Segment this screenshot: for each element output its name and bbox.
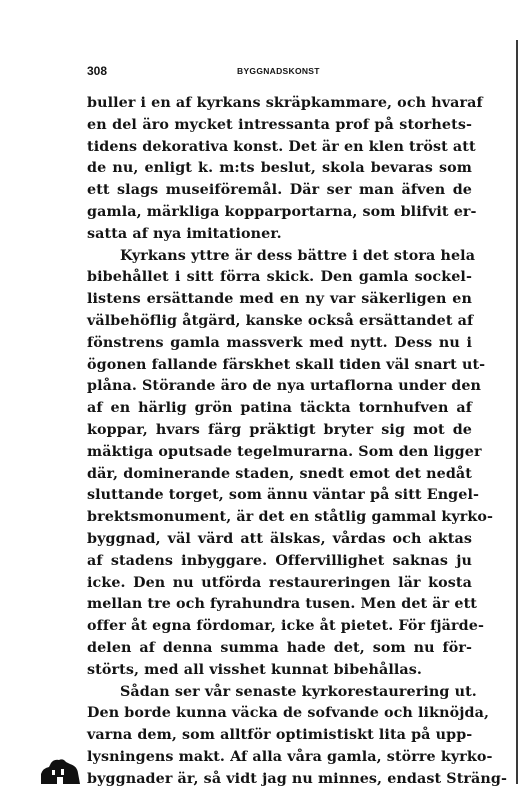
text-line: byggnader är, så vidt jag nu minnes, endast Sträng- <box>87 770 508 787</box>
text-line: ögonen fallande färskhet skall tiden väl snart ut- <box>87 356 486 373</box>
text-line: en del äro mycket intressanta prof på storhets- <box>87 116 472 133</box>
text-line: de nu, enligt k. m:ts beslut, skola bevaras som <box>87 160 472 177</box>
text-line: koppar, hvars färg präktigt bryter sig mot de <box>87 421 472 438</box>
text-line: mellan tre och fyrahundra tusen. Men det är ett <box>87 596 477 613</box>
text-line: af en härlig grön patina täckta tornhufven af <box>87 400 472 417</box>
text-line: gamla, märkliga kopparportarna, som blifvit er- <box>87 203 477 220</box>
text-line: brektsmonument, är det en ståtlig gammal kyrko- <box>87 509 494 526</box>
text-line: mäktiga oputsade tegelmurarna. Som den ligger <box>87 443 482 460</box>
running-head: BYGGNADSKONST <box>237 66 320 76</box>
text-line: af stadens inbyggare. Offervillighet saknas ju <box>87 552 472 569</box>
text-line: byggnad, väl värd att älskas, vårdas och aktas <box>87 530 472 547</box>
text-line: listens ersättande med en ny var säkerligen en <box>87 291 472 308</box>
text-line: buller i en af kyrkans skräpkammare, och hvaraf <box>87 95 483 111</box>
paragraph-start-line: Sådan ser vår senaste kyrkorestaurering ut. <box>120 683 477 700</box>
text-line: satta af nya imitationer. <box>87 225 282 242</box>
text-line: lysningens makt. Af alla våra gamla, större kyrko- <box>87 748 493 765</box>
library-stamp-icon <box>37 758 83 784</box>
text-line: där, dominerande staden, snedt emot det nedåt <box>87 465 472 482</box>
text-line: offer åt egna fördomar, icke åt pietet. För fjärde- <box>87 618 485 635</box>
body-text <box>87 93 508 791</box>
text-line: fönstrens gamla massverk med nytt. Dess nu i <box>87 334 472 351</box>
text-line: ett slags museiföremål. Där ser man äfven de <box>87 182 472 199</box>
page-edge-shadow <box>516 40 518 784</box>
text-line: sluttande torget, som ännu väntar på sitt Engel- <box>87 487 480 504</box>
text-line: välbehöflig åtgärd, kanske också ersättandet af <box>87 312 474 329</box>
page-header <box>87 64 472 80</box>
text-line: varna dem, som alltför optimistiskt lita på upp- <box>87 727 473 744</box>
paragraph-start-line: Kyrkans yttre är dess bättre i det stora hela <box>120 247 476 264</box>
text-line: icke. Den nu utförda restaureringen lär kosta <box>87 574 472 591</box>
text-line: Den borde kunna väcka de sofvande och liknöjda, <box>87 705 490 722</box>
text-line: plåna. Störande äro de nya urtaflorna under den <box>87 378 482 395</box>
text-line: bibehållet i sitt förra skick. Den gamla sockel- <box>87 269 472 286</box>
page-number: 308 <box>87 64 108 78</box>
text-line: störts, med all visshet kunnat bibehållas. <box>87 661 423 678</box>
text-line: delen af denna summa hade det, som nu för- <box>87 639 472 656</box>
text-line: tidens dekorativa konst. Det är en klen tröst att <box>87 138 476 155</box>
